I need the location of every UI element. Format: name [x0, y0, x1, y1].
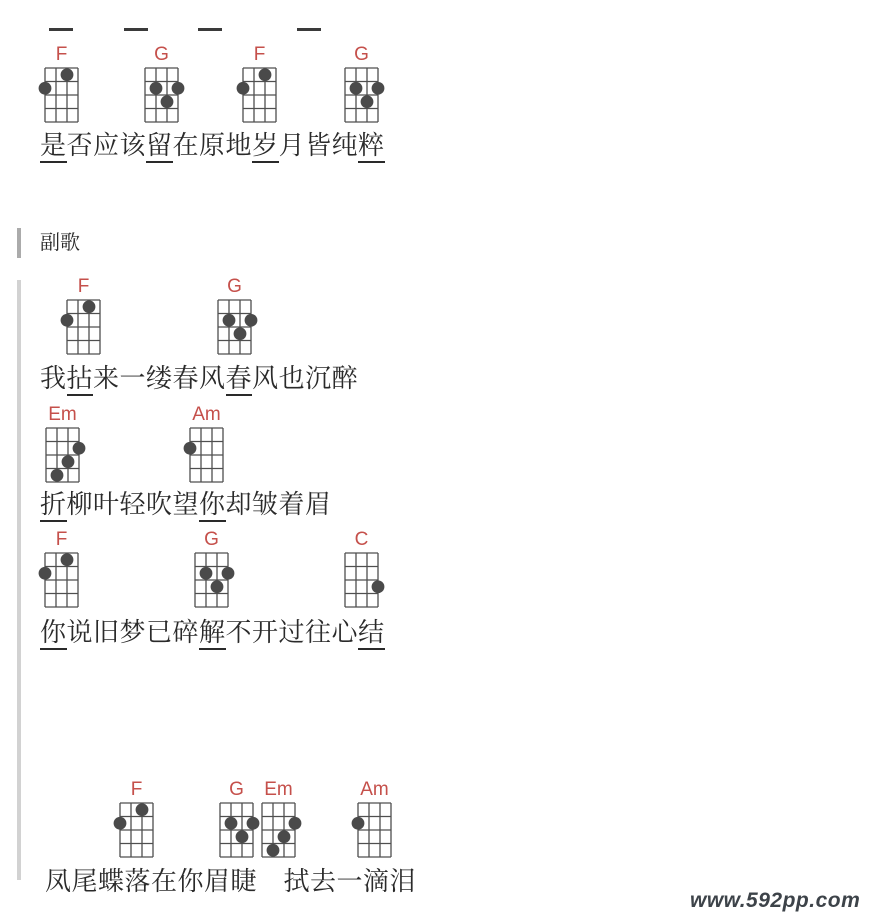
section-marker-bar: [17, 228, 21, 258]
lyric-line: [45, 866, 416, 896]
lyric-segment: 否应该: [66, 130, 147, 160]
chord-label-g: G: [229, 779, 244, 800]
lyric-segment: 不开过往心: [225, 617, 359, 647]
chord-diagram-em: [37, 419, 88, 491]
chord-label-f: F: [55, 44, 68, 65]
lyric-segment-chord-change: 岁: [252, 130, 279, 163]
chord-diagram-f: [58, 291, 109, 363]
lyric-segment: 风也沉醉: [252, 363, 359, 393]
lyric-segment: 凤尾蝶落在你眉睫 拭去一滴泪: [45, 866, 417, 896]
chord-label-f: F: [130, 779, 143, 800]
chord-label-g: G: [354, 44, 369, 65]
chord-label-g: G: [227, 276, 242, 297]
lyric-segment-chord-change: 解: [199, 617, 226, 650]
chord-diagram-em: [253, 794, 304, 866]
lyric-segment-chord-change: 是: [40, 130, 67, 163]
section-title: 副歌: [40, 232, 80, 254]
chord-label-em: Em: [264, 779, 293, 800]
lyric-segment-chord-change: 你: [40, 617, 67, 650]
lyric-segment-chord-change: 留: [146, 130, 173, 163]
chord-diagram-g: [209, 291, 260, 363]
lyric-segment: 却皱着眉: [225, 489, 332, 519]
chorus-block-bar: [17, 280, 21, 880]
chord-diagram-c: [336, 544, 387, 616]
lyric-line: [40, 617, 385, 650]
chord-label-f: F: [253, 44, 266, 65]
chord-diagram-g: [186, 544, 237, 616]
chord-label-am: Am: [192, 404, 221, 425]
beat-dash: [297, 28, 321, 31]
beat-dash: [49, 28, 73, 31]
chord-diagram-g: [336, 59, 387, 131]
watermark-text: www.592pp.com: [690, 889, 861, 912]
lyric-segment-chord-change: 春: [226, 363, 253, 396]
beat-dash: [124, 28, 148, 31]
lyric-segment-chord-change: 折: [40, 489, 67, 522]
lyric-segment: 柳叶轻吹望: [66, 489, 200, 519]
lyric-segment: 月皆纯: [278, 130, 359, 160]
lyric-segment-chord-change: 结: [358, 617, 385, 650]
lyric-line: [40, 363, 358, 396]
lyric-segment: 我: [40, 363, 67, 393]
lyric-segment: 在原地: [172, 130, 253, 160]
lyric-segment-chord-change: 拈: [67, 363, 94, 396]
lyric-segment: 来一缕春风: [93, 363, 226, 393]
chord-diagram-am: [181, 419, 232, 491]
lyric-segment: 说旧梦已碎: [66, 617, 200, 647]
chord-label-em: Em: [48, 404, 77, 425]
chord-diagram-am: [349, 794, 400, 866]
beat-dash: [198, 28, 222, 31]
chord-label-f: F: [77, 276, 90, 297]
chord-diagram-f: [36, 59, 87, 131]
lyric-segment-chord-change: 你: [199, 489, 226, 522]
chord-label-g: G: [154, 44, 169, 65]
chord-diagram-f: [111, 794, 162, 866]
chord-label-f: F: [55, 529, 68, 550]
lyric-line: [40, 130, 385, 163]
chord-label-am: Am: [360, 779, 389, 800]
chord-diagram-f: [36, 544, 87, 616]
chord-diagram-f: [234, 59, 285, 131]
lyric-line: [40, 489, 332, 522]
lyric-segment-chord-change: 粹: [358, 130, 385, 163]
chord-label-g: G: [204, 529, 219, 550]
chord-diagram-g: [136, 59, 187, 131]
chord-label-c: C: [354, 529, 369, 550]
